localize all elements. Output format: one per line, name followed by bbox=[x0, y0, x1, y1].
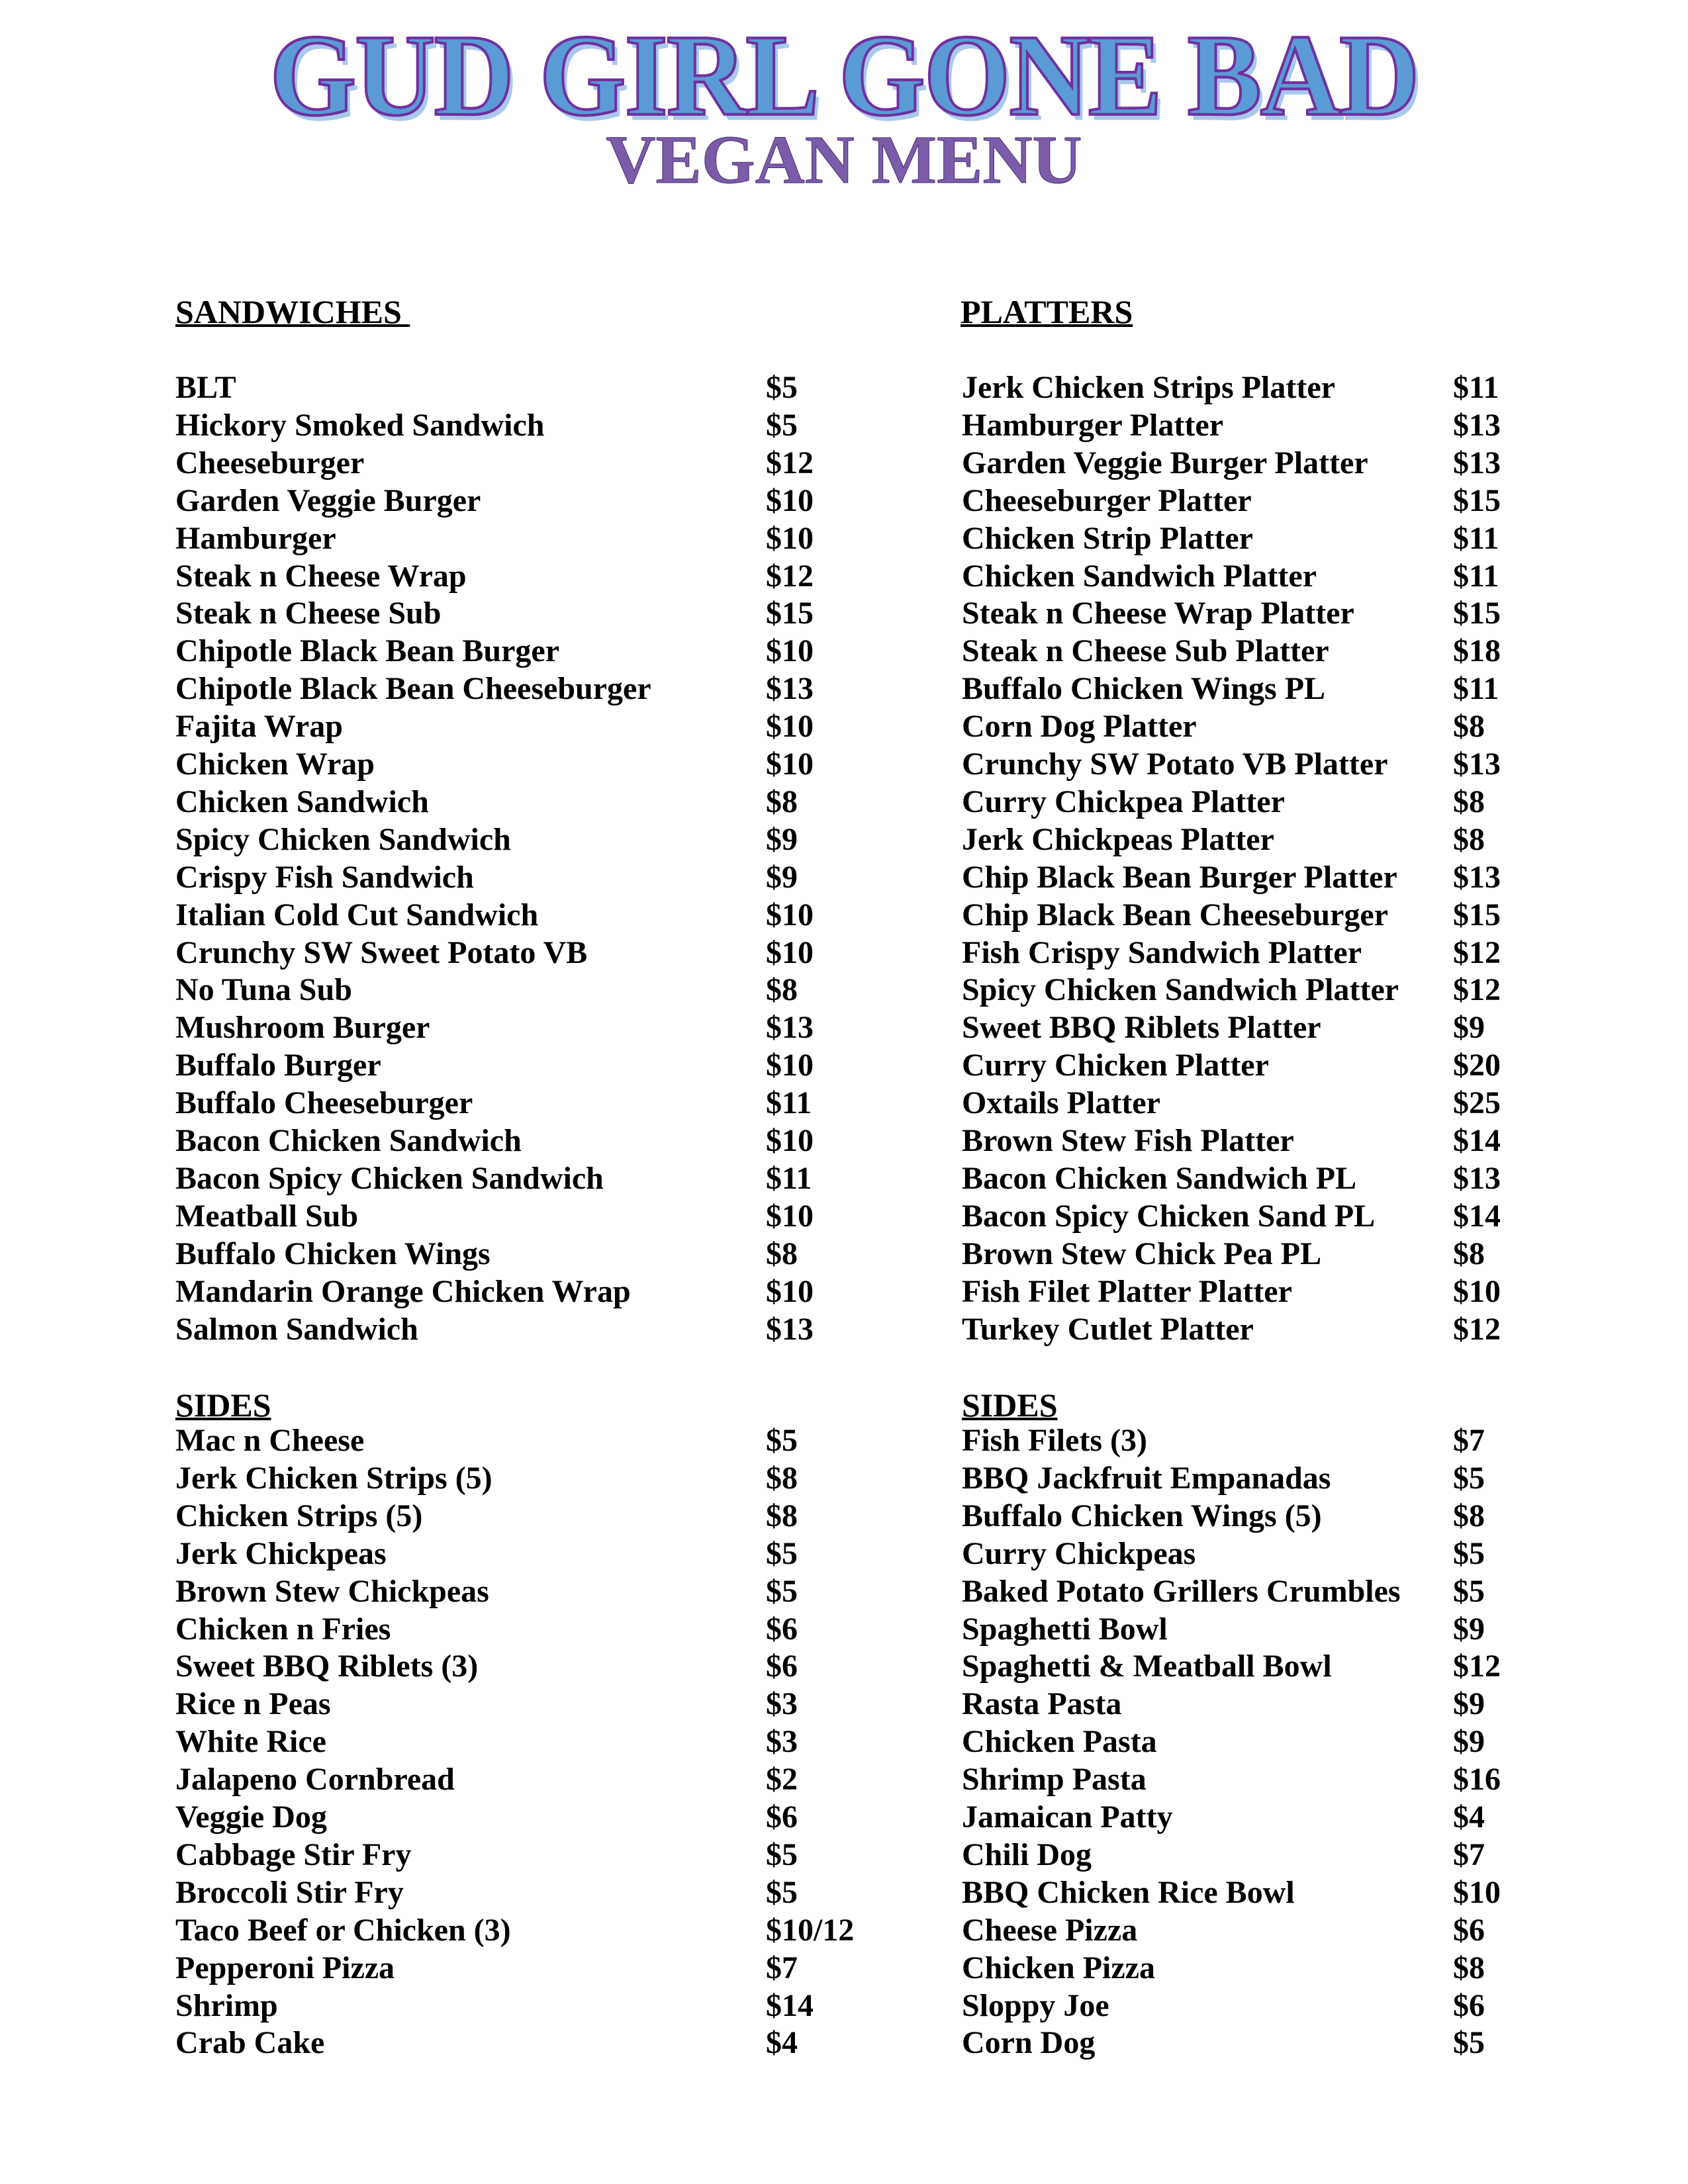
menu-item-price: $10 bbox=[766, 482, 814, 518]
menu-item-name: Italian Cold Cut Sandwich bbox=[175, 897, 539, 933]
menu-item-price: $5 bbox=[766, 1573, 798, 1609]
menu-item-name: BLT bbox=[175, 370, 236, 405]
menu-item-price: $8 bbox=[766, 1498, 798, 1533]
menu-item-price: $8 bbox=[766, 1460, 798, 1496]
menu-item-name: Spicy Chicken Sandwich bbox=[175, 821, 511, 857]
menu-item-price: $15 bbox=[1453, 596, 1501, 631]
menu-item-price: $8 bbox=[766, 1236, 798, 1271]
menu-item-price: $13 bbox=[766, 1311, 814, 1347]
menu-item-name: Jalapeno Cornbread bbox=[175, 1762, 455, 1797]
menu-item-price: $5 bbox=[766, 370, 798, 405]
menu-item-price: $10/12 bbox=[766, 1912, 855, 1948]
restaurant-title: GUD GIRL GONE BAD bbox=[269, 11, 1419, 140]
menu-item-price: $5 bbox=[766, 1423, 798, 1458]
menu-item-name: BBQ Chicken Rice Bowl bbox=[962, 1874, 1295, 1910]
menu-item-name: Mandarin Orange Chicken Wrap bbox=[175, 1273, 631, 1309]
menu-item-name: Steak n Cheese Wrap bbox=[175, 558, 467, 594]
menu-item-price: $11 bbox=[1453, 520, 1499, 556]
menu-item-price: $10 bbox=[1453, 1273, 1501, 1309]
section-heading: SIDES bbox=[962, 1387, 1058, 1424]
menu-item-name: Chip Black Bean Burger Platter bbox=[962, 859, 1397, 895]
menu-item-price: $13 bbox=[1453, 859, 1501, 895]
menu-item-name: Chili Dog bbox=[962, 1837, 1092, 1872]
menu-item-price: $8 bbox=[1453, 709, 1485, 745]
menu-item-price: $5 bbox=[766, 407, 798, 443]
menu-item-name: Rasta Pasta bbox=[962, 1686, 1122, 1722]
menu-item-price: $12 bbox=[1453, 934, 1501, 970]
menu-item-price: $12 bbox=[1453, 972, 1501, 1008]
menu-item-price: $14 bbox=[766, 1987, 814, 2023]
menu-item-name: Cheeseburger bbox=[175, 445, 365, 480]
menu-item-price: $3 bbox=[766, 1686, 798, 1722]
menu-item-name: Chicken Pasta bbox=[962, 1724, 1157, 1760]
menu-item-name: Jerk Chicken Strips (5) bbox=[175, 1460, 492, 1496]
menu-item-name: Fish Filets (3) bbox=[962, 1423, 1147, 1458]
menu-item-price: $13 bbox=[1453, 445, 1501, 480]
menu-item-price: $7 bbox=[1453, 1837, 1485, 1872]
menu-item-name: Sweet BBQ Riblets (3) bbox=[175, 1649, 479, 1684]
menu-item-name: Crunchy SW Sweet Potato VB bbox=[175, 934, 588, 970]
menu-subtitle: VEGAN MENU bbox=[606, 122, 1082, 198]
menu-item-name: Sloppy Joe bbox=[962, 1987, 1109, 2023]
menu-item-price: $25 bbox=[1453, 1085, 1501, 1121]
menu-item-name: Crunchy SW Potato VB Platter bbox=[962, 747, 1388, 782]
menu-item-name: Chipotle Black Bean Burger bbox=[175, 633, 560, 669]
menu-item-name: Sweet BBQ Riblets Platter bbox=[962, 1010, 1321, 1046]
menu-item-price: $10 bbox=[766, 934, 814, 970]
menu-item-name: Garden Veggie Burger Platter bbox=[962, 445, 1368, 480]
menu-item-price: $15 bbox=[1453, 482, 1501, 518]
menu-item-price: $8 bbox=[766, 784, 798, 819]
menu-item-name: Corn Dog bbox=[962, 2025, 1096, 2061]
menu-item-name: Steak n Cheese Wrap Platter bbox=[962, 596, 1354, 631]
menu-item-price: $6 bbox=[1453, 1987, 1485, 2023]
menu-item-name: Brown Stew Chick Pea PL bbox=[962, 1236, 1322, 1271]
menu-item-name: Mushroom Burger bbox=[175, 1010, 430, 1046]
menu-item-price: $9 bbox=[766, 821, 798, 857]
menu-item-name: Fish Filet Platter Platter bbox=[962, 1273, 1292, 1309]
section-heading: PLATTERS bbox=[961, 293, 1133, 330]
menu-item-name: Chicken Wrap bbox=[175, 747, 375, 782]
menu-item-price: $13 bbox=[1453, 407, 1501, 443]
menu-item-price: $4 bbox=[766, 2025, 798, 2061]
menu-item-price: $6 bbox=[766, 1649, 798, 1684]
menu-item-price: $8 bbox=[1453, 1236, 1485, 1271]
menu-item-price: $7 bbox=[1453, 1423, 1485, 1458]
menu-item-name: Curry Chickpeas bbox=[962, 1535, 1196, 1571]
section-heading: SANDWICHES bbox=[175, 293, 410, 330]
menu-item-price: $16 bbox=[1453, 1762, 1501, 1797]
menu-item-price: $9 bbox=[1453, 1686, 1485, 1722]
menu-item-price: $14 bbox=[1453, 1198, 1501, 1234]
menu-item-price: $5 bbox=[1453, 2025, 1485, 2061]
menu-item-name: Buffalo Burger bbox=[175, 1048, 381, 1083]
menu-item-price: $18 bbox=[1453, 633, 1501, 669]
menu-item-name: Hamburger Platter bbox=[962, 407, 1223, 443]
menu-item-price: $10 bbox=[766, 747, 814, 782]
menu-item-name: Buffalo Cheeseburger bbox=[175, 1085, 473, 1121]
menu-item-price: $9 bbox=[1453, 1010, 1485, 1046]
menu-item-price: $11 bbox=[1453, 370, 1499, 405]
menu-item-name: Bacon Chicken Sandwich PL bbox=[962, 1160, 1357, 1196]
menu-item-price: $12 bbox=[766, 558, 814, 594]
menu-item-name: Cheese Pizza bbox=[962, 1912, 1138, 1948]
menu-item-price: $9 bbox=[766, 859, 798, 895]
menu-item-name: Brown Stew Fish Platter bbox=[962, 1123, 1294, 1158]
menu-item-price: $20 bbox=[1453, 1048, 1501, 1083]
menu-item-name: Corn Dog Platter bbox=[962, 709, 1197, 745]
menu-item-name: BBQ Jackfruit Empanadas bbox=[962, 1460, 1331, 1496]
menu-item-price: $5 bbox=[1453, 1573, 1485, 1609]
menu-item-name: Jerk Chicken Strips Platter bbox=[962, 370, 1335, 405]
menu-item-price: $5 bbox=[766, 1874, 798, 1910]
menu-item-name: Hickory Smoked Sandwich bbox=[175, 407, 545, 443]
menu-item-price: $10 bbox=[766, 633, 814, 669]
menu-item-name: Curry Chickpea Platter bbox=[962, 784, 1285, 819]
menu-item-name: No Tuna Sub bbox=[175, 972, 352, 1008]
menu-item-price: $14 bbox=[1453, 1123, 1501, 1158]
menu-item-price: $13 bbox=[1453, 747, 1501, 782]
menu-item-name: Hamburger bbox=[175, 520, 336, 556]
menu-item-name: Turkey Cutlet Platter bbox=[962, 1311, 1254, 1347]
menu-item-name: Buffalo Chicken Wings (5) bbox=[962, 1498, 1322, 1533]
menu-item-price: $2 bbox=[766, 1762, 798, 1797]
menu-item-name: Jerk Chickpeas bbox=[175, 1535, 387, 1571]
menu-item-price: $10 bbox=[1453, 1874, 1501, 1910]
menu-item-name: Crab Cake bbox=[175, 2025, 325, 2061]
menu-item-name: Curry Chicken Platter bbox=[962, 1048, 1269, 1083]
menu-item-name: Spaghetti Bowl bbox=[962, 1611, 1168, 1647]
menu-item-name: Mac n Cheese bbox=[175, 1423, 365, 1458]
menu-item-name: Garden Veggie Burger bbox=[175, 482, 481, 518]
menu-item-price: $8 bbox=[1453, 821, 1485, 857]
menu-item-name: Chicken Sandwich bbox=[175, 784, 429, 819]
menu-item-price: $6 bbox=[766, 1799, 798, 1835]
menu-item-name: Bacon Spicy Chicken Sand PL bbox=[962, 1198, 1376, 1234]
menu-item-name: Steak n Cheese Sub bbox=[175, 596, 442, 631]
menu-item-name: Oxtails Platter bbox=[962, 1085, 1160, 1121]
menu-item-name: Jerk Chickpeas Platter bbox=[962, 821, 1274, 857]
menu-item-price: $5 bbox=[1453, 1460, 1485, 1496]
menu-item-name: Chicken n Fries bbox=[175, 1611, 391, 1647]
menu-item-name: Shrimp bbox=[175, 1987, 278, 2023]
menu-item-name: Brown Stew Chickpeas bbox=[175, 1573, 489, 1609]
menu-item-price: $10 bbox=[766, 1273, 814, 1309]
menu-item-price: $11 bbox=[1453, 558, 1499, 594]
menu-item-price: $8 bbox=[1453, 1498, 1485, 1533]
menu-item-price: $10 bbox=[766, 1198, 814, 1234]
menu-item-name: Chipotle Black Bean Cheeseburger bbox=[175, 671, 651, 707]
menu-item-name: Fajita Wrap bbox=[175, 709, 343, 745]
menu-item-name: Shrimp Pasta bbox=[962, 1762, 1147, 1797]
menu-item-price: $10 bbox=[766, 520, 814, 556]
menu-item-name: Spicy Chicken Sandwich Platter bbox=[962, 972, 1399, 1008]
menu-item-name: Rice n Peas bbox=[175, 1686, 331, 1722]
menu-item-name: Taco Beef or Chicken (3) bbox=[175, 1912, 511, 1948]
menu-item-price: $6 bbox=[766, 1611, 798, 1647]
menu-item-name: Broccoli Stir Fry bbox=[175, 1874, 404, 1910]
menu-item-price: $3 bbox=[766, 1724, 798, 1760]
menu-item-price: $13 bbox=[1453, 1160, 1501, 1196]
menu-item-name: Bacon Chicken Sandwich bbox=[175, 1123, 522, 1158]
menu-item-price: $6 bbox=[1453, 1912, 1485, 1948]
menu-item-name: Chicken Sandwich Platter bbox=[962, 558, 1317, 594]
menu-item-name: Chip Black Bean Cheeseburger bbox=[962, 897, 1389, 933]
menu-item-price: $5 bbox=[1453, 1535, 1485, 1571]
menu-item-name: Cheeseburger Platter bbox=[962, 482, 1252, 518]
menu-item-price: $10 bbox=[766, 709, 814, 745]
menu-item-name: Chicken Strips (5) bbox=[175, 1498, 423, 1533]
menu-item-price: $13 bbox=[766, 1010, 814, 1046]
menu-item-price: $11 bbox=[1453, 671, 1499, 707]
menu-item-name: Spaghetti & Meatball Bowl bbox=[962, 1649, 1332, 1684]
menu-item-name: White Rice bbox=[175, 1724, 326, 1760]
menu-item-price: $15 bbox=[766, 596, 814, 631]
menu-item-name: Pepperoni Pizza bbox=[175, 1950, 395, 1985]
menu-item-name: Chicken Pizza bbox=[962, 1950, 1155, 1985]
menu-item-name: Jamaican Patty bbox=[962, 1799, 1173, 1835]
menu-item-price: $11 bbox=[766, 1085, 812, 1121]
menu-item-name: Steak n Cheese Sub Platter bbox=[962, 633, 1329, 669]
menu-item-price: $11 bbox=[766, 1160, 812, 1196]
menu-item-name: Bacon Spicy Chicken Sandwich bbox=[175, 1160, 604, 1196]
menu-item-price: $5 bbox=[766, 1535, 798, 1571]
menu-item-name: Veggie Dog bbox=[175, 1799, 327, 1835]
menu-item-price: $4 bbox=[1453, 1799, 1485, 1835]
menu-item-price: $9 bbox=[1453, 1611, 1485, 1647]
menu-item-name: Crispy Fish Sandwich bbox=[175, 859, 474, 895]
menu-item-name: Baked Potato Grillers Crumbles bbox=[962, 1573, 1401, 1609]
menu-item-price: $12 bbox=[1453, 1311, 1501, 1347]
menu-item-price: $5 bbox=[766, 1837, 798, 1872]
menu-item-price: $12 bbox=[766, 445, 814, 480]
menu-item-name: Meatball Sub bbox=[175, 1198, 359, 1234]
menu-item-price: $12 bbox=[1453, 1649, 1501, 1684]
menu-item-price: $13 bbox=[766, 671, 814, 707]
menu-item-price: $10 bbox=[766, 1048, 814, 1083]
menu-item-name: Chicken Strip Platter bbox=[962, 520, 1253, 556]
menu-item-price: $10 bbox=[766, 1123, 814, 1158]
menu-item-price: $8 bbox=[766, 972, 798, 1008]
menu-item-name: Salmon Sandwich bbox=[175, 1311, 418, 1347]
menu-item-name: Buffalo Chicken Wings bbox=[175, 1236, 491, 1271]
menu-item-price: $8 bbox=[1453, 1950, 1485, 1985]
section-heading: SIDES bbox=[175, 1387, 271, 1424]
menu-item-price: $7 bbox=[766, 1950, 798, 1985]
menu-item-price: $15 bbox=[1453, 897, 1501, 933]
menu-item-name: Cabbage Stir Fry bbox=[175, 1837, 412, 1872]
menu-item-name: Buffalo Chicken Wings PL bbox=[962, 671, 1326, 707]
menu-item-price: $10 bbox=[766, 897, 814, 933]
menu-item-price: $9 bbox=[1453, 1724, 1485, 1760]
menu-item-price: $8 bbox=[1453, 784, 1485, 819]
menu-item-name: Fish Crispy Sandwich Platter bbox=[962, 934, 1362, 970]
